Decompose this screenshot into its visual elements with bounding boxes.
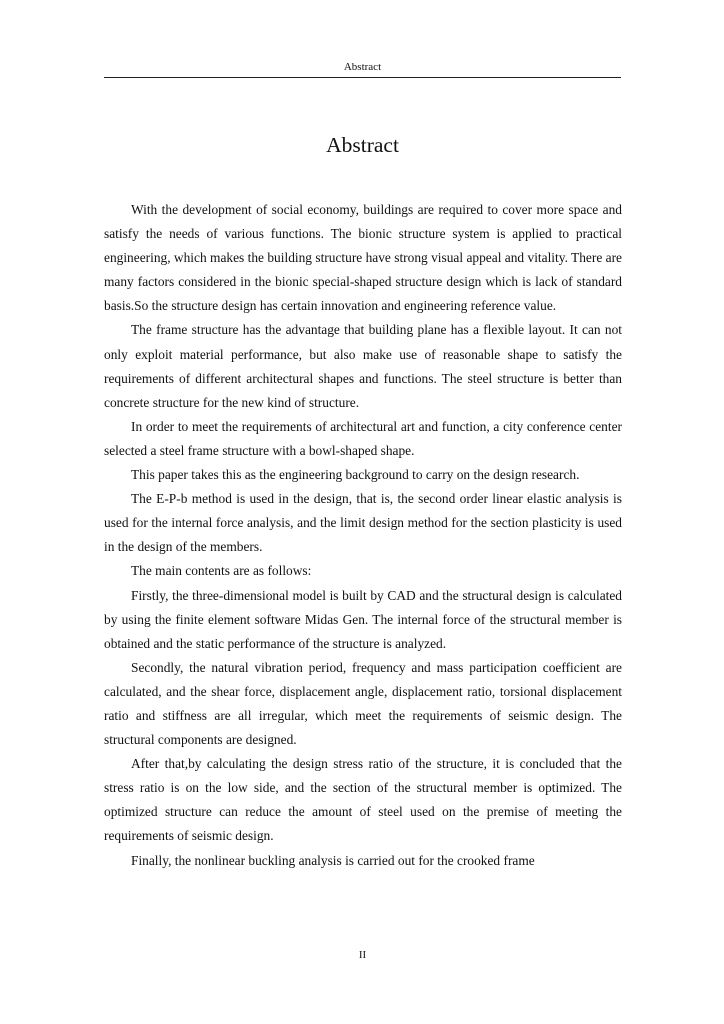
paragraph-10: Finally, the nonlinear buckling analysis is carried out for the crooked frame: [131, 852, 535, 868]
paragraph-2: The frame structure has the advantage that building plane has a flexible layout. It can not only exploit material performance, but also make use of reasonable shape to satisfy the requirements of different architectural shapes and functions. The steel structure is better than concrete structure for the new kind of structure.: [104, 322, 622, 410]
paragraph-3: In order to meet the requirements of architectural art and function, a city conference center selected a steel frame structure with a bowl-shaped shape.: [104, 418, 622, 458]
paragraph-6: The main contents are as follows:: [131, 563, 312, 579]
running-header: Abstract: [343, 61, 382, 73]
header-rule: [104, 77, 621, 78]
paragraph-4: This paper takes this as the engineering background to carry on the design research.: [131, 467, 580, 483]
paragraph-8: Secondly, the natural vibration period, frequency and mass participation coefficient are calculated, and the shear force, displacement angle, displacement ratio, torsional displacement ratio and stiffness are all irregular, which meet the requirements of seismic design. The structural components are designed.: [104, 659, 622, 748]
page-title: Abstract: [326, 133, 399, 157]
paragraph-1: With the development of social economy, buildings are required to cover more space and satisfy the needs of various functions. The bionic structure system is applied to practical engineering, which makes the building structure have strong visual appeal and vitality. There are many factors considered in the bionic special-shaped structure design which is lack of standard basis.So the structure design has certain innovation and engineering reference value.: [104, 202, 622, 314]
paragraph-5: The E-P-b method is used in the design, that is, the second order linear elastic analysis is used for the internal force analysis, and the limit design method for the section plasticity is used in the design of the members.: [104, 491, 622, 555]
paragraph-9: After that,by calculating the design stress ratio of the structure, it is concluded that the stress ratio is on the low side, and the section of the structural member is optimized. The optimized structure can reduce the amount of steel used on the premise of meeting the requirements of seismic design.: [104, 756, 622, 844]
paragraph-7: Firstly, the three-dimensional model is built by CAD and the structural design is calculated by using the finite element software Midas Gen. The internal force of the structural member is obtained and the static performance of the structure is analyzed.: [104, 587, 622, 651]
page-number: II: [358, 949, 367, 961]
abstract-body: [104, 198, 622, 873]
